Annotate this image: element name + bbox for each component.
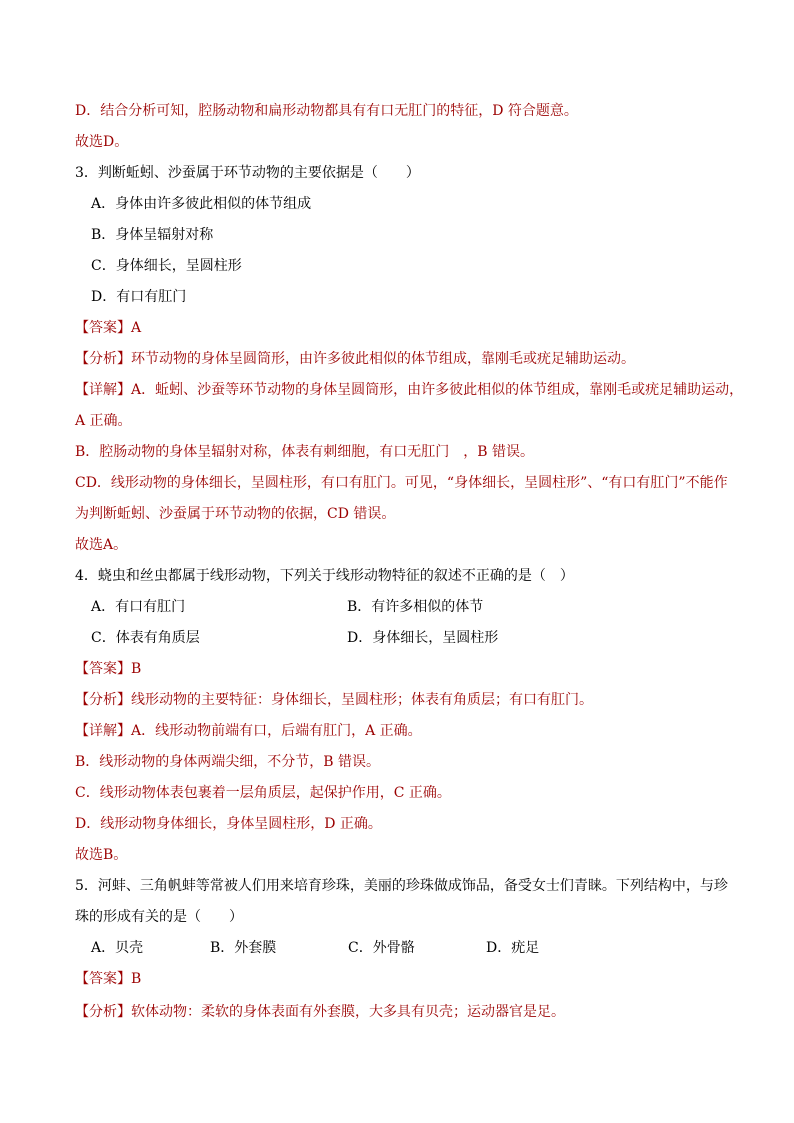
question-3-option-c: C．身体细长，呈圆柱形 — [91, 258, 242, 274]
answer-line — [75, 659, 141, 679]
question-4-option-b: B．有许多相似的体节 — [347, 599, 484, 615]
analysis-tag: 【分析】 — [75, 1004, 131, 1020]
text-line: D．线形动物身体细长，身体呈圆柱形，D 正确。 — [75, 816, 382, 832]
text-line: D．结合分析可知，腔肠动物和扁形动物都具有有口无肛门的特征，D 符合题意。 — [75, 103, 578, 119]
question-4-option-a: A．有口有肛门 — [91, 599, 186, 615]
answer-value: A — [131, 320, 142, 336]
text-line: 为判断蚯蚓、沙蚕属于环节动物的依据，CD 错误。 — [75, 506, 396, 522]
detail-line — [75, 721, 422, 741]
answer-tag: 【答案】 — [75, 661, 131, 677]
question-5-option-c: C．外骨骼 — [348, 940, 415, 956]
question-5-option-d: D．疣足 — [486, 940, 540, 956]
text-line: 故选A。 — [75, 537, 128, 553]
detail-text: A．蚯蚓、沙蚕等环节动物的身体呈圆筒形，由许多彼此相似的体节组成，靠刚毛或疣足辅助运动， — [131, 382, 744, 398]
answer-tag: 【答案】 — [75, 320, 131, 336]
text-line: 故选D。 — [75, 134, 129, 150]
text-line: 故选B。 — [75, 847, 128, 863]
detail-tag: 【详解】 — [75, 382, 131, 398]
question-4-option-c: C．体表有角质层 — [91, 630, 200, 646]
analysis-tag: 【分析】 — [75, 692, 131, 708]
text-line: C．线形动物体表包裹着一层角质层，起保护作用，C 正确。 — [75, 785, 451, 801]
analysis-line — [75, 1002, 565, 1022]
analysis-tag: 【分析】 — [75, 351, 131, 367]
question-5-option-a: A．贝壳 — [91, 940, 144, 956]
analysis-text: 线形动物的主要特征：身体细长，呈圆柱形；体表有角质层；有口有肛门。 — [131, 692, 593, 708]
question-3-option-a: A．身体由许多彼此相似的体节组成 — [91, 196, 312, 212]
answer-value: B — [131, 661, 142, 677]
answer-line — [75, 318, 141, 338]
question-5-stem-cont: 珠的形成有关的是（ ） — [75, 909, 243, 925]
analysis-text: 软体动物：柔软的身体表面有外套膜，大多具有贝壳；运动器官是足。 — [131, 1004, 565, 1020]
question-4-option-d: D．身体细长，呈圆柱形 — [347, 630, 499, 646]
answer-line — [75, 969, 141, 989]
detail-tag: 【详解】 — [75, 723, 131, 739]
answer-value: B — [131, 971, 142, 987]
analysis-line — [75, 349, 635, 369]
question-5-stem: 5．河蚌、三角帆蚌等常被人们用来培育珍珠，美丽的珍珠做成饰品，备受女士们青睐。下列结构中，与珍 — [75, 878, 728, 894]
question-3-option-b: B．身体呈辐射对称 — [91, 227, 214, 243]
analysis-line — [75, 690, 593, 710]
detail-text: A．线形动物前端有口，后端有肛门，A 正确。 — [131, 723, 422, 739]
detail-line — [75, 380, 743, 400]
question-3-stem: 3．判断蚯蚓、沙蚕属于环节动物的主要依据是（ ） — [75, 165, 420, 181]
text-line: B．腔肠动物的身体呈辐射对称，体表有刺细胞，有口无肛门 ，B 错误。 — [75, 444, 535, 460]
question-4-stem: 4．蛲虫和丝虫都属于线形动物，下列关于线形动物特征的叙述不正确的是（ ） — [75, 568, 574, 584]
question-5-option-b: B．外套膜 — [210, 940, 277, 956]
analysis-text: 环节动物的身体呈圆筒形，由许多彼此相似的体节组成，靠刚毛或疣足辅助运动。 — [131, 351, 635, 367]
answer-tag: 【答案】 — [75, 971, 131, 987]
text-line: A 正确。 — [75, 413, 132, 429]
text-line: B．线形动物的身体两端尖细，不分节，B 错误。 — [75, 754, 381, 770]
question-3-option-d: D．有口有肛门 — [91, 289, 187, 305]
text-line: CD．线形动物的身体细长，呈圆柱形，有口有肛门。可见，“身体细长，呈圆柱形”、“有口有肛门”不能作 — [75, 475, 728, 491]
